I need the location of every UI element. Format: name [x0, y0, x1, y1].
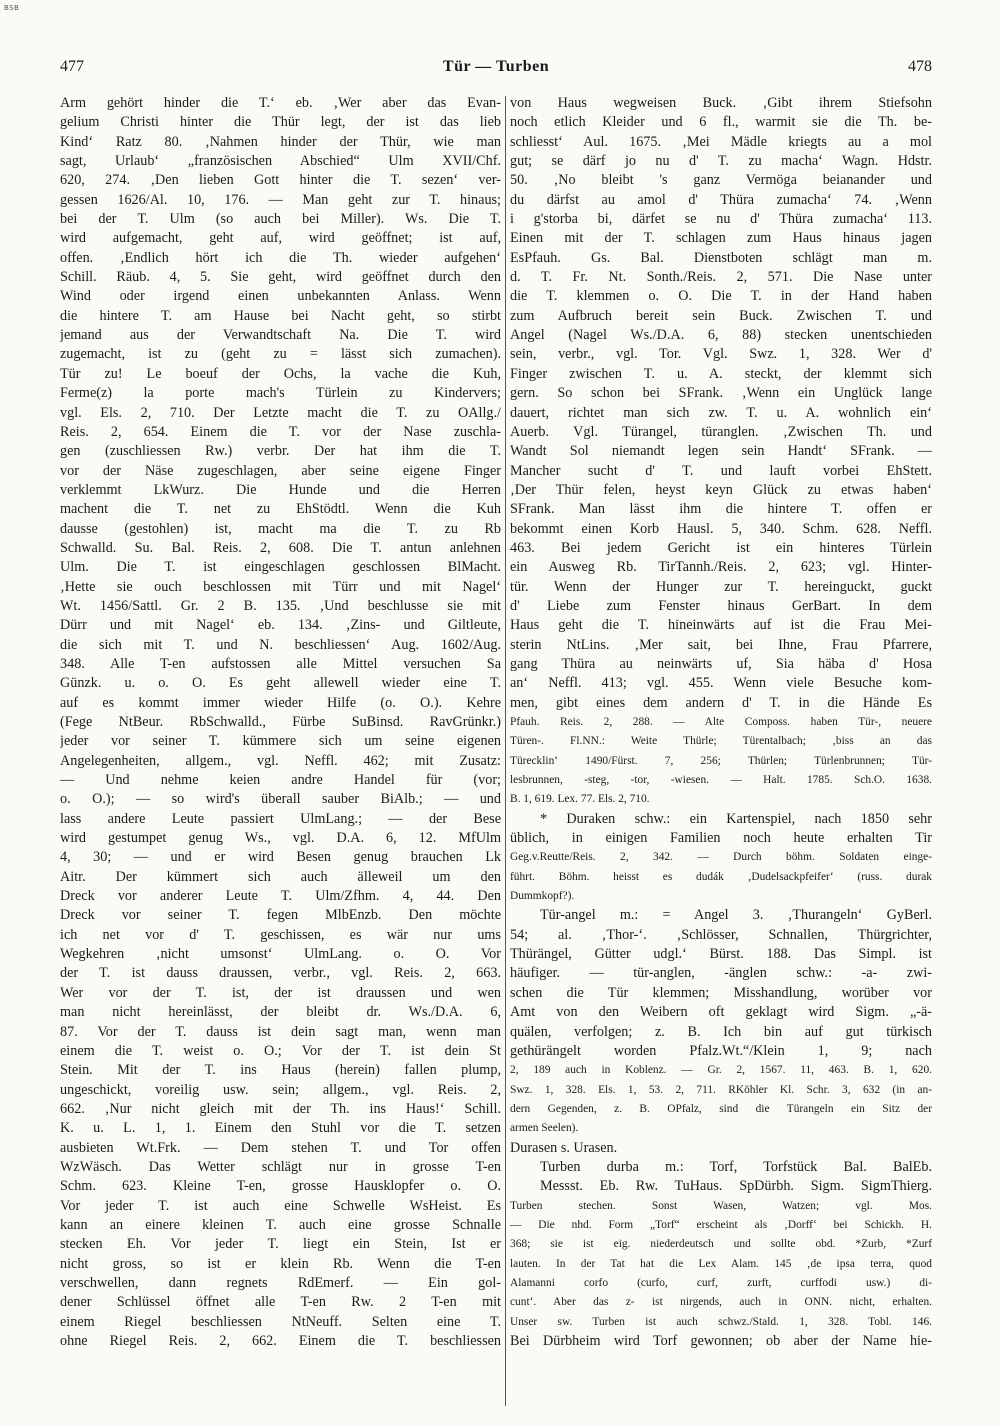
text-line: vgl. Els. 2, 710. Der Letzte macht die T. zu OAllg./	[60, 404, 501, 421]
text-line: Wegkehren ‚nicht umsonst‘ UlmLang. o. O. Vor	[60, 946, 501, 963]
text-line: Reis. 2, 654. Einem die T. vor der Nase zuschla-	[60, 423, 501, 440]
text-line: Schwalld. Su. Bal. Reis. 2, 608. Die T. antun anlehnen	[60, 539, 501, 556]
text-line: Messst. Eb. Rw. TuHaus. SpDürbh. Sigm. SigmThierg.	[540, 1178, 932, 1195]
text-line: Durasen s. Urasen.	[510, 1139, 618, 1156]
text-line: wird gestumpet genug Ws., vgl. D.A. 6, 12. MfUlm	[60, 830, 501, 847]
text-line: von Haus wegweisen Buck. ‚Gibt ihrem Stiefsohn	[510, 95, 932, 111]
text-line: i g'storba bi, därfet se nu d' Thüra zumacha‘ 113.	[510, 211, 932, 228]
text-line: — Die nhd. Form „Torf“ erscheint als ‚Dorff‘ bei Schickh. H.	[510, 1218, 932, 1231]
text-line: Ferme(z) la porte mach's Türlein zu Kindervers;	[60, 385, 501, 402]
text-line: der T. ist dauss draussen, verbr., vgl. Reis. 2, 663.	[60, 965, 501, 982]
text-line: ich net vor d' T. geschissen, es wär nur ums	[60, 926, 501, 943]
text-line: Alamanni corfo (curfo, curf, zurft, curffodi usw.) di-	[510, 1276, 932, 1289]
text-line: o. O.); — so wird's überall sauber BiAlb.; — und	[60, 791, 501, 808]
text-line: nicht gross, so ist er klein Rb. Wenn die T-en	[60, 1255, 501, 1272]
text-line: B. 1, 619. Lex. 77. Els. 2, 710.	[510, 793, 650, 806]
text-line: Pfauh. Reis. 2, 288. — Alte Composs. haben Tür-, neuere	[510, 716, 932, 728]
library-stamp: BSB	[4, 4, 20, 12]
text-line: die sich mit T. und N. beschliessen‘ Aug. 1602/Aug.	[60, 636, 501, 653]
text-line: sein, verbr., vgl. Tor. Vgl. Swz. 1, 328. Wer d'	[510, 346, 932, 363]
text-line: Arm gehört hinder die T.‘ eb. ‚Wer aber das Evan-	[60, 95, 501, 111]
text-line: Dummkopf?).	[510, 890, 575, 903]
text-line: lauten. In der Tat hat die Lex Alam. 145 ‚de ipsa terra, quod	[510, 1257, 932, 1270]
text-line: Tür-angel m.: = Angel 3. ‚Thurangeln‘ GyBerl.	[540, 907, 932, 924]
text-line: — Und nehme keien andre Handel für (vor;	[60, 772, 501, 789]
text-line: üblich, in einigen Familien noch heute erhalten Tir	[510, 830, 932, 847]
text-line: lass andere Leute passiert UlmLang.; — der Bese	[60, 810, 501, 827]
text-line: K. u. L. 1, 1. Einem den Stuhl vor die T. setzen	[60, 1120, 501, 1137]
text-line: sterin NtLins. ‚Mer sait, bei Ihne, Frau Pfarrere,	[510, 636, 932, 653]
text-line: schliesst‘ Aul. 1675. ‚Mei Mädle kriegts au a mol	[510, 133, 932, 150]
text-line: häufiger. — tür-anglen, -änglen schw.: -a- zwi-	[510, 965, 932, 982]
text-line: stecken Eh. Vor jeder T. liegt ein Stein, Ist er	[60, 1236, 501, 1253]
text-line: 348. Alle T-en aufstossen alle Mittel versuchen Sa	[60, 655, 501, 672]
text-line: 662. ‚Nur nicht gleich mit der Th. ins Haus!‘ Schill.	[60, 1100, 501, 1117]
text-line: Swz. 1, 328. Els. 1, 53. 2, 711. RKöhler Kl. Schr. 3, 632 (in an-	[510, 1083, 932, 1096]
text-line: men, gibt eines dem andern d' T. in die Hände Es	[510, 694, 932, 711]
text-line: SFrank. Man lässt ihm die hintere T. offen er	[510, 501, 932, 518]
text-line: Haus geht die T. hineinwärts auf ist die Frau Mei-	[510, 617, 932, 634]
text-line: Auerb. Vgl. Türangel, türanglen. ‚Zwischen Th. und	[510, 423, 932, 440]
text-line: verschwellen, dann regnets RdEmerf. — Ein gol-	[60, 1274, 501, 1291]
text-line: Schm. 623. Kleine T-en, grosse Hausklopfer o. O.	[60, 1178, 501, 1195]
text-line: Türecklin‘ 1490/Fürst. 7, 256; Thürlen; Türlenbrunnen; Tür-	[510, 754, 932, 767]
text-line: 4, 30; — und er wird Besen genug brauchen Lk	[60, 849, 501, 866]
text-line: einem Riegel beschliessen NtNeuff. Selten eine T.	[60, 1313, 501, 1330]
text-line: ‚Hette sie ouch beschlossen mit Türr und mit Nagel‘	[60, 578, 501, 595]
text-line: Stein. Mit der T. ins Haus (herein) fallen plump,	[60, 1062, 501, 1079]
text-line: die T. klemmen o. O. Die T. in der Hand haben	[510, 288, 932, 305]
text-line: 620, 274. ‚Den lieben Gott hinter die T. sezen‘ ver-	[60, 172, 501, 189]
text-line: Dreck vor seiner T. fegen MlbEnzb. Den möchte	[60, 907, 501, 924]
text-line: Ulm. Die T. ist eingeschlagen geschlossen BlMacht.	[60, 559, 501, 576]
text-line: gang Thüra au neinwärts uf, Sia häba d' Hosa	[510, 655, 932, 672]
text-line: 87. Vor der T. dauss ist dein sagt man, wenn man	[60, 1023, 501, 1040]
text-line: jeder vor seiner T. kümmere sich um seine eigenen	[60, 733, 501, 750]
text-line: ohne Riegel Reis. 2, 662. Einem die T. beschliessen	[60, 1333, 501, 1349]
text-line: dern Gegenden, z. B. OPfalz, sind die Türangeln ein Sitz der	[510, 1102, 932, 1115]
text-line: Turben durba m.: Torf, Torfstück Bal. BalEb.	[540, 1158, 932, 1175]
text-line: gut; se därf jo nu d' T. zu macha‘ Wagn. Hdstr.	[510, 153, 932, 170]
text-line: gessen 1626/Al. 10, 176. — Man geht zur T. hinaus;	[60, 191, 501, 208]
text-line: Dürr und mit Nagel‘ eb. 134. ‚Zins- und Giltleute,	[60, 617, 501, 634]
text-line: * Duraken schw.: ein Kartenspiel, nach 1850 sehr	[540, 810, 932, 827]
text-line: Wer vor der T. ist, der ist draussen und wen	[60, 984, 501, 1001]
text-line: dener Schlüssel öffnet alle T-en Rw. 2 T-en mit	[60, 1294, 501, 1311]
text-line: tür. Wenn der Hunger zur T. hereinguckt, guckt	[510, 578, 932, 595]
text-line: die hintere T. am Hause bei Nacht geht, so stirbt	[60, 307, 501, 324]
text-line: schen die Tür klemmen; Misshandlung, worüber vor	[510, 984, 932, 1001]
text-line: Bei Dürbheim wird Torf gewonnen; ob aber der Name hie-	[510, 1333, 932, 1349]
text-line: 463. Bei jedem Gericht ist ein hinteres Türlein	[510, 539, 932, 556]
text-line: gethürängelt worden Pfalz.Wt.“/Klein 1, 9; nach	[510, 1042, 932, 1059]
text-line: Wind oder irgend einen unbekannten Anlass. Wenn	[60, 288, 501, 305]
left-column	[60, 94, 501, 1410]
text-line: Angel (Nagel Ws./D.A. 6, 88) stecken unentschieden	[510, 327, 932, 344]
text-line: Angelegenheiten, allgem., vgl. Neffl. 462; mit Zusatz:	[60, 752, 501, 769]
text-line: Mancher sucht d' T. und lauft vorbei EhStett.	[510, 462, 932, 479]
text-line: 50. ‚No bleibt 's ganz Vermöga beianander und	[510, 172, 932, 189]
text-line: Günzk. u. o. O. Es geht allewell wieder eine T.	[60, 675, 501, 692]
text-line: Thürängel, Gütter udgl.‘ Bürst. 188. Das Simpl. ist	[510, 946, 932, 963]
text-line: bei der T. Ulm (so auch bei Miller). Ws. Die T.	[60, 211, 501, 228]
text-line: Amt von den Weibern oft geklagt wird Sigm. „-ä-	[510, 1004, 932, 1021]
text-line: du därfst au amol d' Thüra zumacha‘ 74. ‚Wenn	[510, 191, 932, 208]
page-title: Tür — Turben	[442, 58, 550, 75]
text-line: sagt, Urlaub‘ „französischen Abschied“ Ulm XVII/Chf.	[60, 153, 501, 170]
text-line: ausbieten Wt.Frk. — Dem stehen T. und Tor offen	[60, 1139, 501, 1156]
text-line: zum Aufbruch bereit sein Buck. Zwischen T. und	[510, 307, 932, 324]
text-line: quälen, verfolgen; z. B. Ich bin auf gut türkisch	[510, 1023, 932, 1040]
text-line: gelium Christi hinter die Thür legt, der ist das lieb	[60, 114, 501, 131]
text-line: Schill. Räub. 4, 5. Sie geht, wird geöffnet durch den	[60, 269, 501, 286]
text-line: offen. ‚Endlich hört ich die Th. wieder aufgehen‘	[60, 249, 501, 266]
text-line: noch etlich Kleider und 6 fl., warmit sie die Th. be-	[510, 114, 932, 131]
text-line: Finger zwischen T. u. A. steckt, der klemmt sich	[510, 365, 932, 382]
text-line: Turben stechen. Sonst Wasen, Watzen; vgl. Mos.	[510, 1199, 932, 1212]
text-line: d' Liebe zum Fenster hinaus GerBart. In dem	[510, 597, 932, 614]
column-divider	[505, 96, 506, 1406]
text-line: jemand aus der Verwandtschaft Na. Die T. wird	[60, 327, 501, 344]
text-line: 368; sie ist eig. niederdeutsch und sollte obd. *Zurb, *Zurf	[510, 1238, 932, 1251]
text-line: Wandt Sol niemandt legen sein Handt‘ SFrank. —	[510, 443, 932, 460]
text-line: wird aufgemacht, geht auf, wird geöffnet; ist auf,	[60, 230, 501, 247]
text-line: EsPfauh. Gs. Bal. Dienstboten schlägt man m.	[510, 249, 932, 266]
right-column	[510, 94, 932, 1410]
text-line: 54; al. ‚Thor-‘. ‚Schlösser, Schnallen, Thürgrichter,	[510, 926, 932, 943]
text-line: bekommt einen Korb Hausl. 5, 340. Schm. 628. Neffl.	[510, 520, 932, 537]
page-number-right: 478	[908, 58, 932, 75]
text-line: Dreck vor anderer Leute T. Ulm/Zfhm. 4, 44. Den	[60, 888, 501, 905]
text-line: ‚Der Thür felen, heyst keyn Glück zu etwas haben‘	[510, 481, 932, 498]
text-line: ein Ausweg Rb. TirTannh./Reis. 2, 623; vgl. Hinter-	[510, 559, 932, 576]
text-line: machent die T. net zu EhStödtl. Wenn die Kuh	[60, 501, 501, 518]
text-line: zugemacht, ist zu (geht zu = lässt sich zumachen).	[60, 346, 501, 363]
text-line: führt. Böhm. heisst es dudák ‚Dudelsackpfeifer‘ (russ. durak	[510, 870, 932, 883]
text-line: cunt‘. Aber das z- ist nirgends, auch in ONN. nicht, erhalten.	[510, 1296, 932, 1309]
text-line: WzWäsch. Das Wetter schlägt nur in grosse T-en	[60, 1158, 501, 1175]
text-line: Unser sw. Turben ist auch schwz./Stald. 1, 328. Tobl. 146.	[510, 1315, 932, 1328]
text-line: vor der Näse zugeschlagen, aber seine eigene Finger	[60, 462, 501, 479]
text-line: einem die T. weist o. O.; Vor der T. ist dein St	[60, 1042, 501, 1059]
text-line: armen Seelen).	[510, 1122, 579, 1135]
page-number-left: 477	[60, 58, 84, 75]
text-line: Vor jeder T. ist auch eine Schwelle WsHeist. Es	[60, 1197, 501, 1214]
page-header	[60, 58, 932, 84]
text-line: gern. So schon bei SFrank. ‚Wenn ein Unglück lange	[510, 385, 932, 402]
text-line: Aitr. Der kümmert sich auch älleweil um den	[60, 868, 501, 885]
text-line: auf es kommt immer wieder Hilfe (o. O.). Kehre	[60, 694, 501, 711]
text-line: 2, 189 auch in Koblenz. — Gr. 2, 1567. 11, 463. B. 1, 620.	[510, 1064, 932, 1077]
text-line: gen (zuschliessen Rw.) verbr. Der hat ihm die T.	[60, 443, 501, 460]
text-line: man nicht hereinlässt, der bleibt dr. Ws./D.A. 6,	[60, 1004, 501, 1021]
text-line: dausse (gestohlen) ist, macht ma die T. zu Rb	[60, 520, 501, 537]
text-line: d. T. Fr. Nt. Sonth./Reis. 2, 571. Die Nase unter	[510, 269, 932, 286]
text-line: Türen-. Fl.NN.: Weite Thürle; Türentalbach; ‚biss an das	[510, 735, 932, 748]
text-line: Wt. 1456/Sattl. Gr. 2 B. 135. ‚Und beschlusse sie mit	[60, 597, 501, 614]
text-line: ungeschickt, voreilig usw. sein; allgem., vgl. Reis. 2,	[60, 1081, 501, 1098]
text-line: Tür zu! Le boeuf der Ochs, la vache die Kuh,	[60, 365, 501, 382]
text-line: lesbrunnen, -steg, -tor, -wiesen. — Halt. 1785. Sch.O. 1638.	[510, 774, 932, 787]
text-line: kann an einere kleinen T. auch eine grosse Schnalle	[60, 1216, 501, 1233]
text-line: Geg.v.Reutte/Reis. 2, 342. — Durch böhm. Soldaten einge-	[510, 851, 932, 864]
text-line: dauert, richtet man sich zw. T. u. A. wohnlich ein‘	[510, 404, 932, 421]
text-line: Kind‘ Ratz 80. ‚Nahmen hinder der Thür, wie man	[60, 133, 501, 150]
text-line: (Fege NtBeur. RbSchwalld., Fürbe SuBinsd. RavGrünkr.)	[60, 714, 501, 730]
text-line: verklemmt LkWurz. Die Hunde und die Herren	[60, 481, 501, 498]
text-line: an‘ Neffl. 413; vgl. 455. Wenn viele Besuche kom-	[510, 675, 932, 692]
text-line: Einen mit der T. schlagen zum Haus hinaus jagen	[510, 230, 932, 247]
